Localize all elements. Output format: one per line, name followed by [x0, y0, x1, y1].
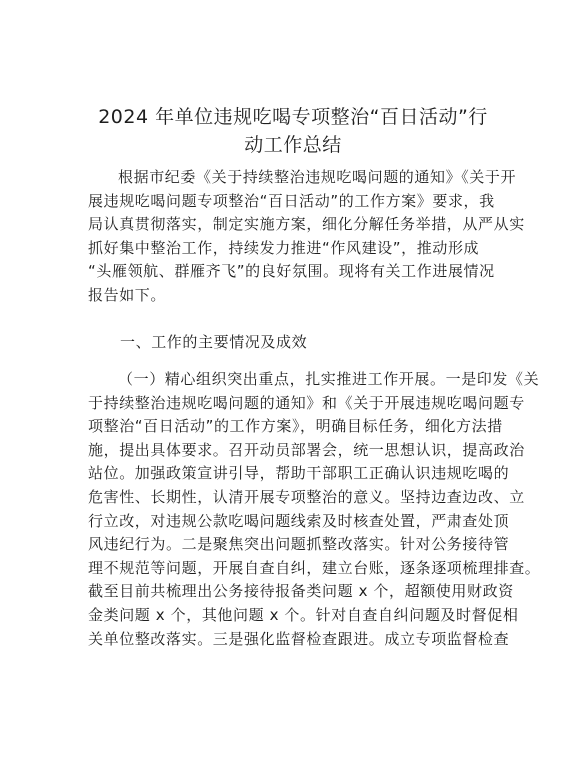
body-line: 截至目前共梳理出公务接待报备类问题 x 个，超额使用财政资 [88, 582, 514, 601]
body-line: 关单位整改落实。三是强化监督检查跟进。成立专项监督检查 [88, 629, 510, 648]
intro-line: 根据市纪委《关于持续整治违规吃喝问题的通知》《关于开 [118, 168, 517, 186]
intro-line: 展违规吃喝问题专项整治“百日活动”的工作方案》要求，我 [88, 191, 495, 210]
body-line: 站位。加强政策宣讲引导，帮助干部职工正确认识违规吃喝的 [88, 464, 510, 483]
document-title-line-1: 2024 年单位违规吃喝专项整治“百日活动”行 [98, 106, 488, 128]
body-line: （一）精心组织突出重点，扎实推进工作开展。一是印发《关 [118, 370, 540, 388]
document-title-line-2: 动工作总结 [244, 134, 342, 156]
body-line: 金类问题 x 个，其他问题 x 个。针对自查自纠问题及时督促相 [88, 605, 519, 624]
intro-line: 报告如下。 [88, 285, 167, 304]
body-line: 项整治“百日活动”的工作方案》，明确目标任务，细化方法措 [88, 417, 503, 436]
intro-line: 抓好集中整治工作，持续发力推进“作风建设”，推动形成 [88, 238, 480, 257]
intro-line: “头雁领航、群雁齐飞”的良好氛围。现将有关工作进展情况 [88, 262, 495, 281]
body-line: 行立改，对违规公款吃喝问题线索及时核查处置，严肃查处顶 [88, 511, 510, 530]
section-1-paragraph [88, 368, 541, 651]
intro-line: 局认真贯彻落实，制定实施方案，细化分解任务举措，从严从实 [88, 215, 525, 234]
body-line: 于持续整治违规吃喝问题的通知》和《关于开展违规吃喝问题专 [88, 393, 525, 412]
body-line: 危害性、长期性，认清开展专项整治的意义。坚持边查边改、立 [88, 487, 525, 506]
intro-paragraph [88, 166, 525, 308]
body-line: 施，提出具体要求。召开动员部署会，统一思想认识，提高政治 [88, 440, 525, 459]
body-line: 理不规范等问题，开展自查自纠，建立台账，逐条逐项梳理排查。 [88, 558, 541, 577]
body-line: 风违纪行为。二是聚焦突出问题抓整改落实。针对公务接待管 [88, 535, 510, 554]
section-1-heading: 一、工作的主要情况及成效 [120, 333, 308, 351]
